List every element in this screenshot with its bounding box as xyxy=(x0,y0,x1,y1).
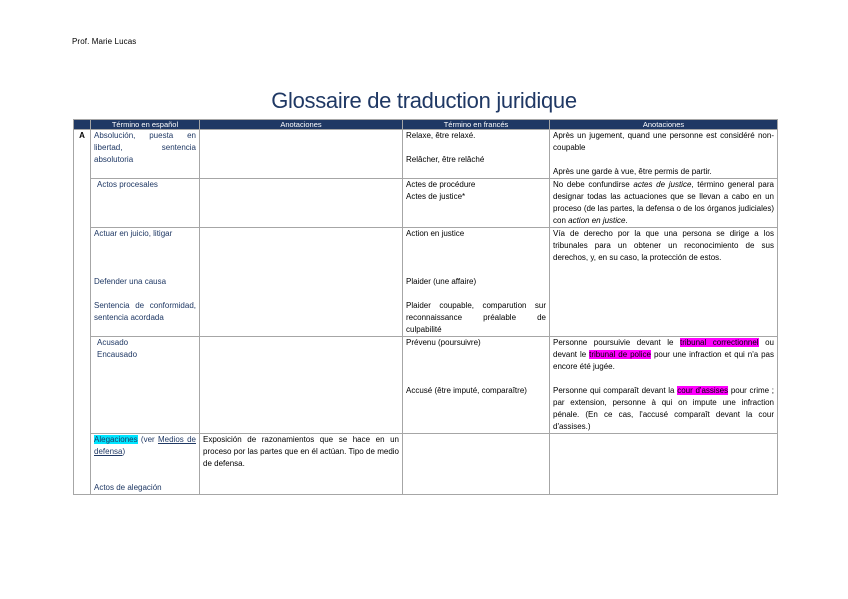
table-row xyxy=(74,434,778,495)
term-fr-text: Relâcher, être relâché xyxy=(406,155,485,164)
link-medios-de-defensa[interactable]: Medios de defensa xyxy=(94,435,196,456)
term-es-text: Actos de alegación xyxy=(94,483,162,492)
notes-fr-text: pour crime ; par extension, personne à qui on impute une infraction pénale. (En ce cas, l'accusé comparaît devant la cour d'assises.) xyxy=(553,386,775,431)
term-fr xyxy=(403,179,550,228)
term-es-text: (ver xyxy=(137,435,158,444)
term-es-text: Encausado xyxy=(97,350,138,359)
header-letter xyxy=(74,120,91,130)
term-es xyxy=(91,228,200,337)
header-notes-fr: Anotaciones xyxy=(550,120,778,130)
notes-fr xyxy=(550,337,778,434)
notes-fr-italic: actes de justice xyxy=(633,180,692,189)
term-es-text: Absolución, puesta en libertad, sentencia absolutoria xyxy=(94,131,196,164)
term-fr-text: Relaxe, être relaxé. xyxy=(406,131,476,140)
highlight-tribunal-correctionnel: tribunal correctionnel xyxy=(680,338,759,347)
term-es-text: Acusado xyxy=(97,338,129,347)
term-es-text: Actos procesales xyxy=(97,180,158,189)
highlight-tribunal-de-police: tribunal de police xyxy=(589,350,652,359)
table-row xyxy=(74,179,778,228)
header-term-es: Término en español xyxy=(91,120,200,130)
term-fr xyxy=(403,434,550,495)
author-name: Prof. Marie Lucas xyxy=(72,37,137,46)
notes-fr-text: Après une garde à vue, être permis de partir. xyxy=(553,167,712,176)
term-es-text: Defender una causa xyxy=(94,277,167,286)
header-term-fr: Término en francés xyxy=(403,120,550,130)
term-fr-text: Prévenu (poursuivre) xyxy=(406,338,481,347)
notes-fr-text: pour une infraction et qui n'a pas encore été jugée. xyxy=(553,350,774,371)
term-fr xyxy=(403,228,550,337)
term-es xyxy=(91,337,200,434)
document-title: Glossaire de traduction juridique xyxy=(271,88,577,113)
term-fr-text: Actes de procédure xyxy=(406,180,476,189)
table-row xyxy=(74,337,778,434)
term-fr xyxy=(403,130,550,179)
notes-fr xyxy=(550,130,778,179)
term-fr-text: Action en justice xyxy=(406,229,465,238)
notes-fr-text: No debe confundirse xyxy=(553,180,634,189)
table-header-row xyxy=(74,120,778,130)
notes-es xyxy=(200,434,403,495)
notes-es-text: Exposición de razonamientos que se hace en un proceso por las partes que en él actúan. Tipo de medio de defensa. xyxy=(203,435,399,468)
notes-fr-text: Après un jugement, quand une personne est considéré non-coupable xyxy=(553,131,774,152)
notes-es xyxy=(200,337,403,434)
notes-fr-text: , término general para designar todas las actuaciones que se llevan a cabo en un proceso (de las partes, la defensa o de los órganos judiciales) con xyxy=(553,180,774,225)
term-fr-text: Plaider coupable, comparution sur reconnaissance préalable de culpabilité xyxy=(406,301,546,334)
term-fr-text: Actes de justice* xyxy=(406,192,466,201)
term-es-text: Actuar en juicio, litigar xyxy=(94,229,173,238)
term-es-text: ) xyxy=(122,447,126,456)
notes-es xyxy=(200,130,403,179)
term-fr-text: Accusé (être imputé, comparaître) xyxy=(406,386,527,395)
table-row xyxy=(74,130,778,179)
term-es-text: Sentencia de conformidad, sentencia acordada xyxy=(94,301,196,322)
notes-fr-text: Personne qui comparaît devant la xyxy=(553,386,678,395)
notes-fr-text: Personne poursuivie devant le xyxy=(553,338,681,347)
table-row xyxy=(74,228,778,337)
notes-fr-text: . xyxy=(625,216,628,225)
notes-fr xyxy=(550,228,778,337)
notes-es xyxy=(200,179,403,228)
term-es xyxy=(91,130,200,179)
highlight-cour-d-assises: cour d'assises xyxy=(677,386,729,395)
notes-fr xyxy=(550,434,778,495)
notes-es xyxy=(200,228,403,337)
section-letter: A xyxy=(74,130,91,495)
term-fr-text: Plaider (une affaire) xyxy=(406,277,477,286)
notes-fr-text: Vía de derecho por la que una persona se dirige a los tribunales para un obtener un reconocimiento de sus derechos, y, en su caso, la protección de estos. xyxy=(553,229,774,262)
term-es xyxy=(91,179,200,228)
notes-fr xyxy=(550,179,778,228)
notes-fr-text: ou devant le xyxy=(553,338,774,359)
term-es xyxy=(91,434,200,495)
term-fr xyxy=(403,337,550,434)
header-notes-es: Anotaciones xyxy=(200,120,403,130)
notes-fr-italic: action en justice xyxy=(568,216,626,225)
glossary-table xyxy=(73,119,778,495)
highlight-alegaciones: Alegaciones xyxy=(94,435,138,444)
